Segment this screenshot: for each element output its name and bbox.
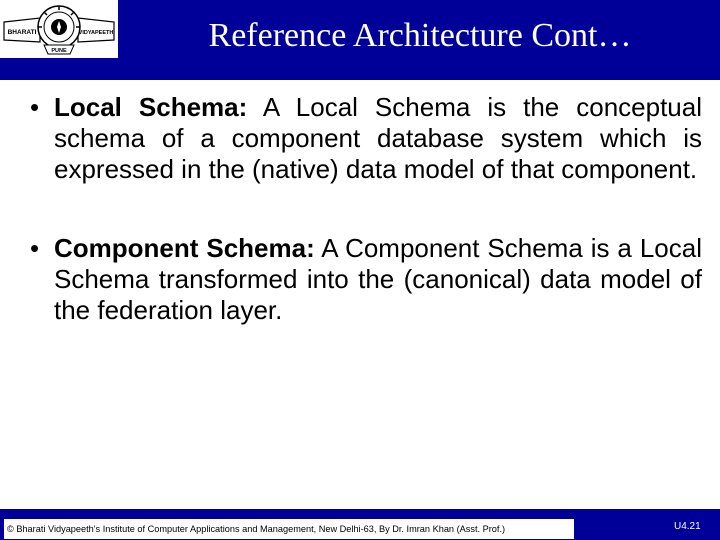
svg-text:PUNE: PUNE (51, 48, 67, 54)
header-bar (0, 0, 720, 80)
bullet-term: Component Schema: (54, 233, 315, 263)
bullet-text: A Local Schema is the conceptual schema of a component database system which is expressed in the (native) data model of that component. (54, 92, 703, 184)
footer-bar (0, 509, 720, 540)
svg-text:VIDYAPEETH: VIDYAPEETH (78, 30, 114, 36)
institute-logo (0, 0, 118, 58)
logo-emblem-icon (0, 0, 118, 58)
bullet-text: A Component Schema is a Local Schema transformed into the (canonical) data model of the federation layer. (54, 233, 702, 325)
slide-content (30, 92, 702, 326)
bullet-local-schema (30, 92, 702, 185)
bullet-icon: • (30, 233, 40, 263)
slide-title: Reference Architecture Cont… (208, 17, 632, 54)
bullet-term: Local Schema: (54, 92, 248, 122)
page-number: U4.21 (674, 521, 701, 532)
bullet-component-schema (30, 233, 702, 326)
svg-text:BHARATI: BHARATI (7, 29, 37, 36)
bullet-icon: • (30, 92, 40, 122)
footer-credit: © Bharati Vidyapeeth's Institute of Computer Applications and Management, New Delhi-63, By Dr. Imran Khan (Asst. Prof.) (4, 519, 574, 539)
